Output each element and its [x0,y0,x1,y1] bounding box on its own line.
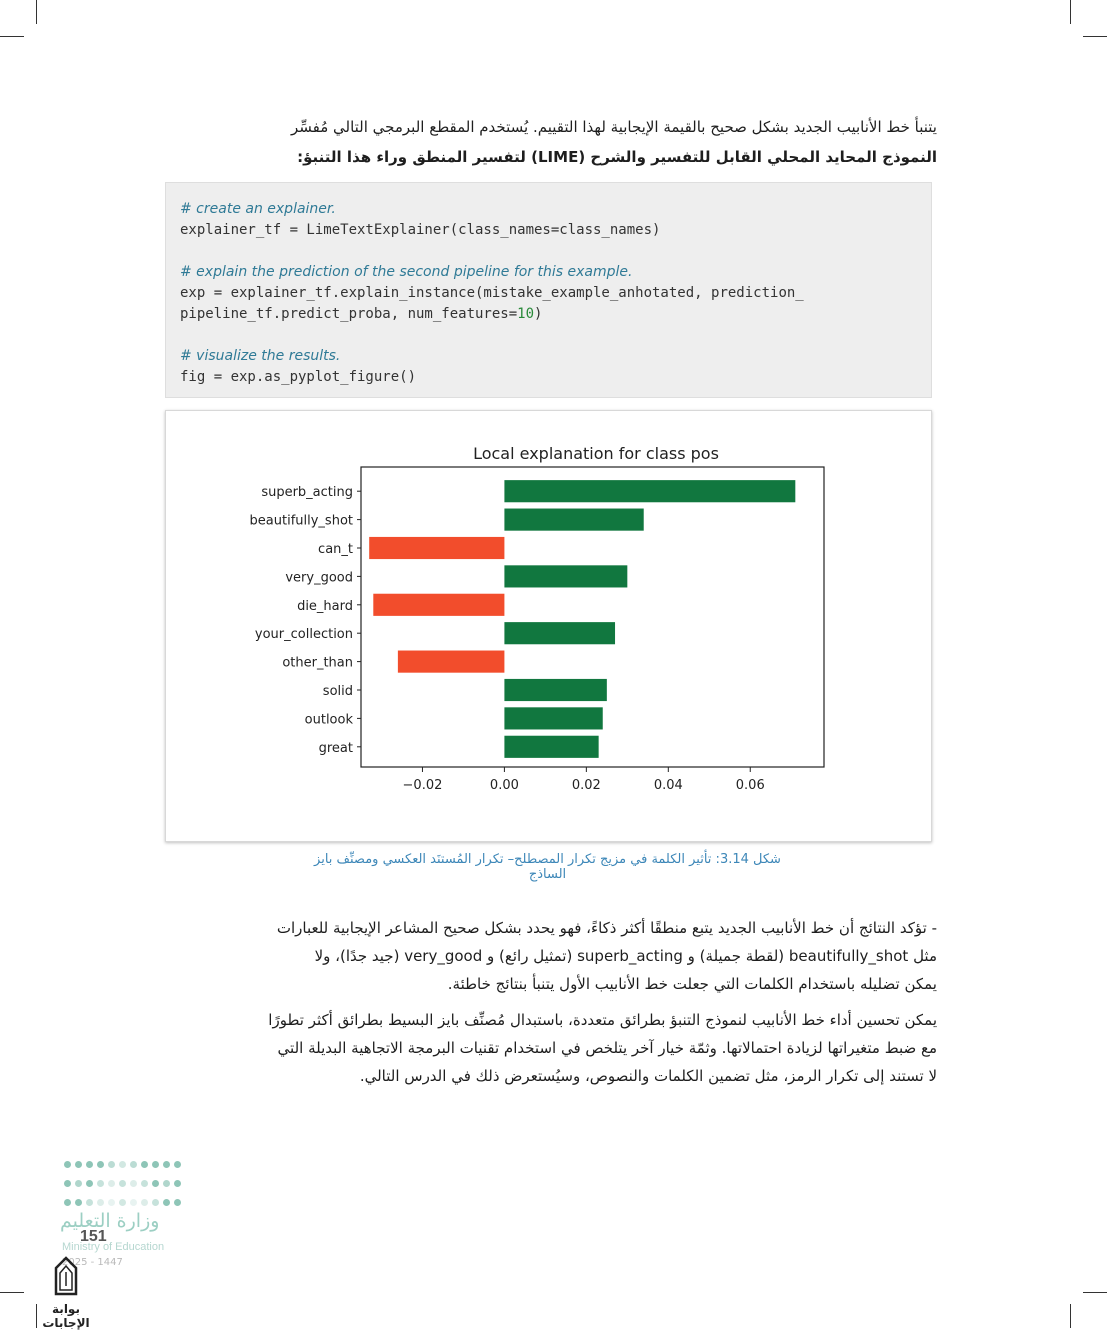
explanation-bar-chart [166,411,931,841]
chart-bar [504,565,627,587]
code-line: fig = exp.as_pyplot_figure() [180,369,417,385]
code-text: ) [534,306,543,322]
ministry-name-arabic: وزارة التعليم [60,1210,160,1232]
figure-caption: شكل 3.14: تأثير الكلمة في مزيج تكرار المصطلح– تكرار المُستنَد العكسي ومصنِّف بايز الساذج [314,852,781,882]
chart-bar [504,679,606,701]
lantern-icon [46,1256,86,1298]
intro-paragraph [165,112,937,172]
crop-mark [1070,1304,1071,1328]
intro-line: النموذج المحايد المحلي القابل للتفسير والشرح (LIME) لتفسير المنطق وراء هذا التنبؤ: [297,148,937,166]
chart-bar [373,594,504,616]
crop-mark [1083,36,1107,37]
x-tick-label: −0.02 [402,778,443,793]
y-tick-label: outlook [304,712,353,728]
x-tick-label: 0.02 [571,778,601,793]
y-tick-label: can_t [318,542,353,557]
code-block [165,182,932,398]
page-number: 151 [80,1228,107,1245]
y-tick-label: solid [322,684,353,699]
chart-bar [369,537,504,559]
x-tick-label: 0.00 [489,778,519,793]
y-tick-label: superb_acting [261,485,353,501]
y-tick-label: beautifully_shot [249,513,353,529]
crop-mark [0,36,24,37]
code-text: pipeline_tf.predict_proba, num_features= [180,306,518,322]
code-line: explainer_tf = LimeTextExplainer(class_names=class_names) [180,222,661,238]
chart-bar [504,736,598,758]
improvement-paragraph [165,1006,937,1090]
code-comment: # explain the prediction of the second pipeline for this example. [180,264,633,280]
chart-figure [165,410,932,842]
y-tick-label: very_good [285,570,353,586]
edition-year: 2025 - 1447 [62,1257,123,1268]
ministry-logo-dots [62,1155,202,1212]
code-comment: # create an explainer. [180,201,336,217]
text-line: مثل beautifully_shot (لقطة جميلة) و superb_acting (تمثيل رائع) و very_good (جيد جدًا)، ولا [314,947,937,965]
code-number: 10 [517,306,535,322]
chart-bar [504,509,643,531]
code-comment: # visualize the results. [180,348,341,364]
text-line: مع ضبط متغيراتها لزيادة احتمالاتها. وثمّة خيار آخر يتلخص في استخدام تقنيات البرمجة الاتجاهية البديلة التي [277,1039,937,1057]
y-tick-label: your_collection [254,627,353,643]
x-tick-label: 0.06 [735,778,765,793]
y-tick-label: die_hard [297,598,353,614]
crop-mark [1083,1292,1107,1293]
crop-mark [0,1292,24,1293]
x-tick-label: 0.04 [653,778,683,793]
site-name: بوابة الإجابات [42,1302,90,1330]
chart-bar [504,707,602,729]
ministry-name-english: Ministry of Education [62,1241,165,1253]
text-line: يمكن تحسين أداء خط الأنابيب لنموذج التنبؤ بطرائق متعددة، باستبدال مُصنِّف بايز البسيط بطرائق أكثر تطورًا [268,1011,937,1029]
text-line: - تؤكد النتائج أن خط الأنابيب الجديد يتبع منطقًا أكثر ذكاءً، فهو يحدد بشكل صحيح المشاعر الإيجابية للعبارات [276,919,937,937]
crop-mark [1070,0,1071,24]
y-tick-label: great [318,740,353,756]
chart-bar [504,480,795,502]
site-watermark [30,1256,102,1330]
code-line: exp = explainer_tf.explain_instance(mistake_example_anhotated, prediction_ [180,285,804,301]
intro-line: يتنبأ خط الأنابيب الجديد بشكل صحيح بالقيمة الإيجابية لهذا التقييم. يُستخدم المقطع البرمجي التالي مُفسِّر [290,118,937,136]
code-line [180,304,917,325]
chart-bar [504,622,615,644]
chart-title: Local explanation for class pos [473,444,719,463]
text-line: لا تستند إلى تكرار الرمز، مثل تضمين الكلمات والنصوص، وسيُستعرض ذلك في الدرس التالي. [359,1067,937,1085]
results-paragraph [165,914,937,998]
text-line: يمكن تضليله باستخدام الكلمات التي جعلت خط الأنابيب الأول يتنبأ بنتائج خاطئة. [447,975,937,993]
y-tick-label: other_than [282,655,353,671]
chart-bar [398,651,505,673]
crop-mark [36,0,37,24]
